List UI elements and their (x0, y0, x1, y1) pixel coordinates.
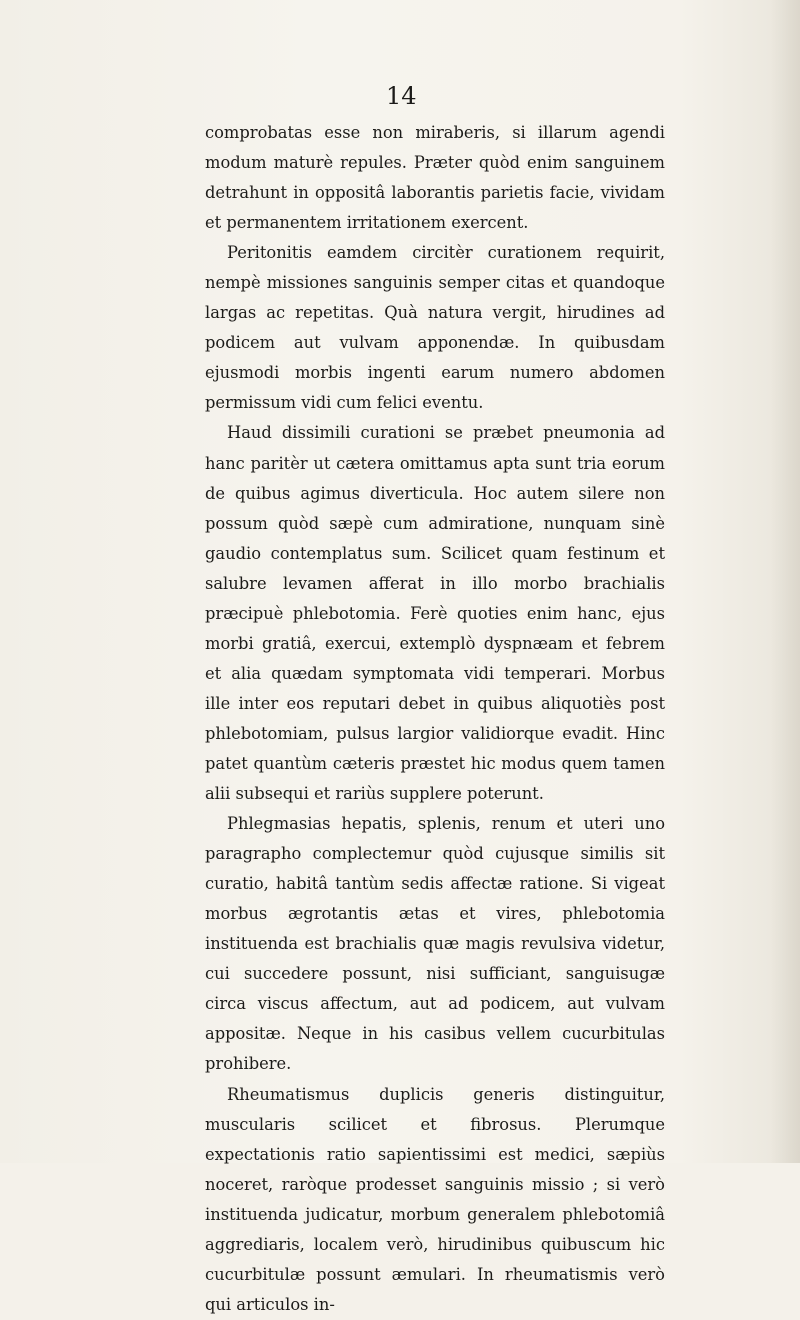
paragraph-rheumatismus: Rheumatismus duplicis generis distinguitur, muscularis scilicet et fibrosus. Plerumque expectationis ratio sapientissimi est medici, sæpiùs noceret, raròque prodesset sanguinis missio ; si verò instituenda judicatur, morbum generalem phlebotomiâ aggrediaris, localem verò, hirudinibus quibuscum hic cucurbitulæ possunt æmulari. In rheumatismis verò qui articulos in- (205, 1084, 665, 1314)
body-text (205, 118, 665, 1320)
paragraph-pneumonia: Haud dissimili curationi se præbet pneumonia ad hanc paritèr ut cætera omittamus apta sunt tria eorum de quibus agimus diverticula. Hoc autem silere non possum quòd sæpè cum admiratione, nunquam sinè gaudio contemplatus sum. Scilicet quam festinum et salubre levamen afferat in illo morbo brachialis præcipuè phlebotomia. Ferè quoties enim hanc, ejus morbi gratiâ, exercui, extemplò dyspnæam et febrem et alia quædam symptomata vidi temperari. Morbus ille inter eos reputari debet in quibus aliquotiès post phlebotomiam, pulsus largior validiorque evadit. Hinc patet quantùm cæteris præstet hic modus quem tamen alii subsequi et rariùs supplere poterunt. (205, 423, 665, 804)
paragraph-peritonitis: Peritonitis eamdem circitèr curationem requirit, nempè missiones sanguinis semper citas et quandoque largas ac repetitas. Quà natura vergit, hirudines ad podicem aut vulvam apponendæ. In quibusdam ejusmodi morbis ingenti earum numero abdomen permissum vidi cum felici eventu. (205, 243, 665, 413)
page-edge-shadow (770, 0, 800, 1163)
paragraph-phlegmasias: Phlegmasias hepatis, splenis, renum et uteri uno paragrapho complectemur quòd cujusque similis sit curatio, habitâ tantùm sedis affectæ ratione. Si vigeat morbus ægrotantis ætas et vires, phlebotomia instituenda est brachialis quæ magis revulsiva videtur, cui succedere possunt, nisi sufficiant, sanguisugæ circa viscus affectum, aut ad podicem, aut vulvam appositæ. Neque in his casibus vellem cucurbitulas prohibere. (205, 814, 665, 1074)
page-number: 14 (386, 82, 417, 110)
paragraph-1: comprobatas esse non miraberis, si illarum agendi modum maturè repules. Præter quòd enim sanguinem detrahunt in oppositâ laborantis parietis facie, vividam et permanentem irritationem exercent. (205, 123, 665, 233)
